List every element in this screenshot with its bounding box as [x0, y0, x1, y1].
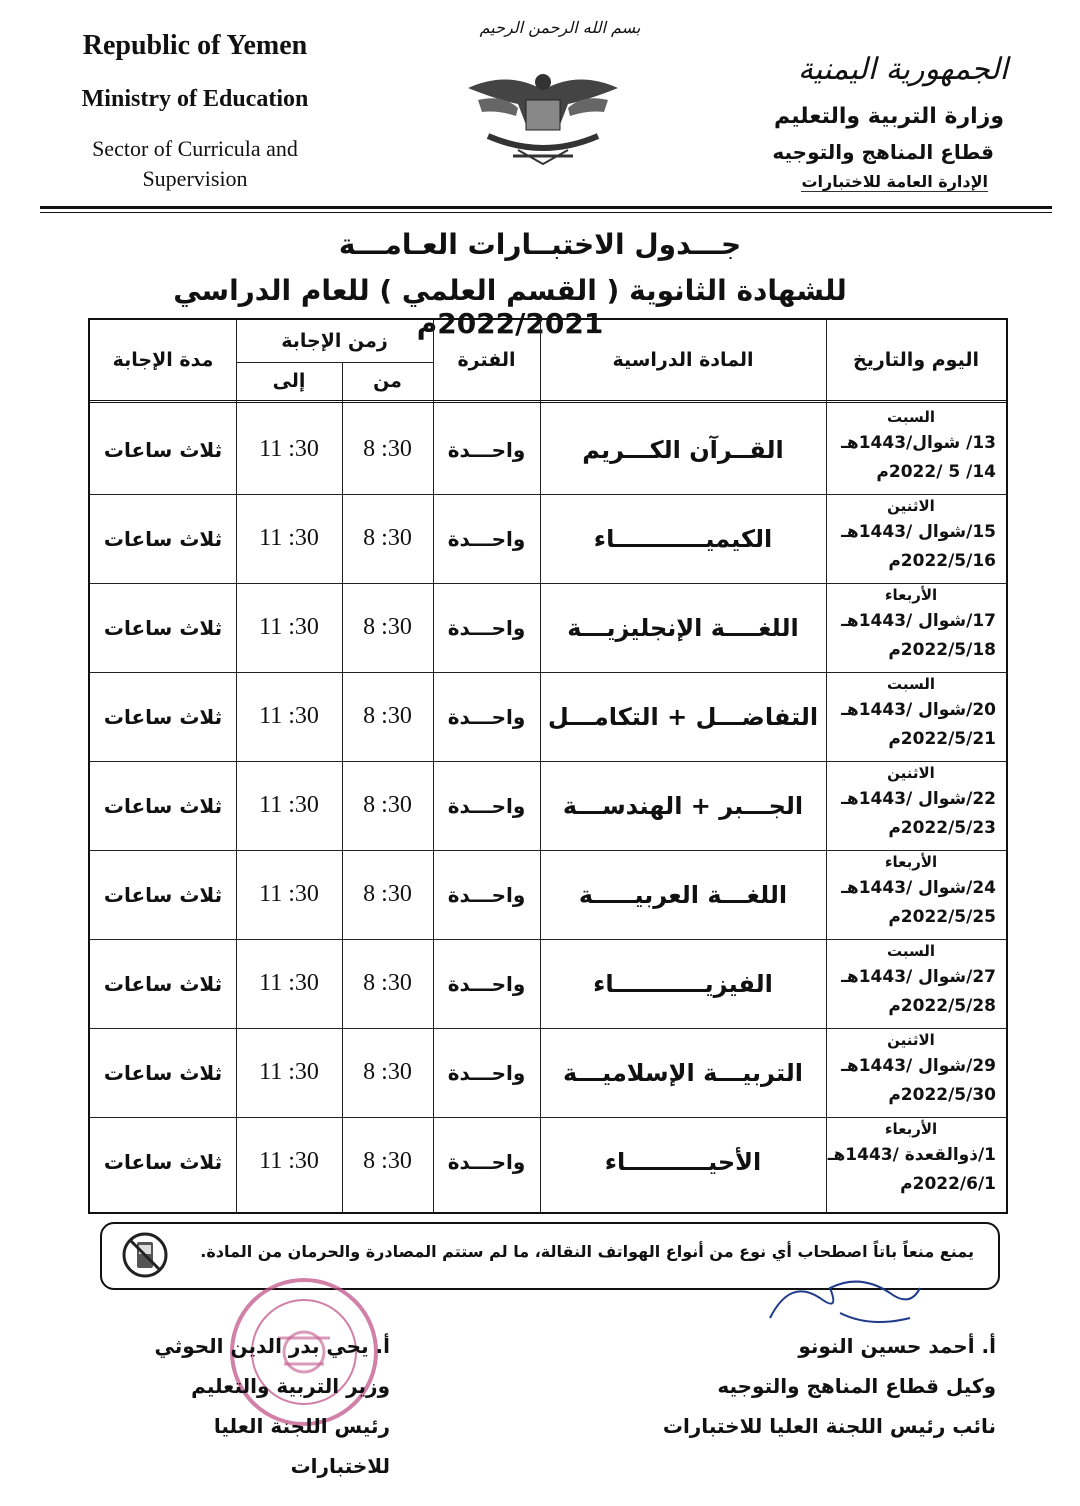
header-en-ministry: Ministry of Education	[81, 86, 309, 112]
cell-period: واحـــدة	[447, 1060, 526, 1085]
table-row	[90, 583, 1006, 672]
cell-subject: اللغـــة العربيـــــة	[578, 880, 788, 909]
cell-greg: 2022/5/16م	[888, 551, 996, 571]
cell-from: 8 :30	[363, 436, 412, 462]
cell-to: 11 :30	[259, 1148, 319, 1174]
no-phone-icon	[118, 1230, 172, 1280]
cell-subject: اللغــــة الإنجليزيـــة	[567, 613, 799, 642]
cell-day: الأربعاء	[884, 1120, 938, 1138]
cell-to: 11 :30	[259, 792, 319, 818]
cell-date	[826, 761, 1006, 850]
cell-period: واحـــدة	[447, 615, 526, 640]
cell-to: 11 :30	[259, 881, 319, 907]
cell-period: واحـــدة	[447, 526, 526, 551]
header-divider-thick	[40, 206, 1052, 209]
cell-duration: ثلاث ساعات	[103, 1060, 223, 1085]
cell-subject: الفيزيـــــــــــاء	[593, 969, 773, 998]
signature-block-minister	[130, 1326, 390, 1486]
deputy-name: أ. أحمد حسين النونو	[798, 1334, 996, 1358]
cell-to: 11 :30	[259, 614, 319, 640]
cell-subject: التفاضـــل + التكامـــل	[547, 702, 819, 731]
cell-day: السبت	[886, 675, 936, 693]
header-date: اليوم والتاريخ	[853, 349, 979, 371]
header-ar-sector: قطاع المناهج والتوجيه	[772, 140, 994, 164]
header-period: الفترة	[457, 349, 516, 371]
header-duration: مدة الإجابة	[112, 349, 214, 371]
cell-duration: ثلاث ساعات	[103, 1149, 223, 1174]
notice-text: يمنع منعاً باتاً اصطحاب أي نوع من أنواع الهواتف النقالة، ما لم ستتم المصادرة والحرمان من المادة.	[200, 1242, 974, 1261]
cell-greg: 14/ 5 /2022م	[876, 462, 996, 482]
table-row	[90, 850, 1006, 939]
cell-hijri: 17/شوال /1443هـ	[841, 611, 996, 631]
header-en-republic: Republic of Yemen	[82, 30, 308, 61]
header-subject: المادة الدراسية	[612, 349, 754, 371]
page-title: جـــدول الاختبــارات العـامـــة	[338, 228, 742, 261]
cell-hijri: 29/شوال /1443هـ	[841, 1056, 996, 1076]
cell-hijri: 13/ شوال/1443هـ	[841, 433, 996, 453]
cell-to: 11 :30	[259, 703, 319, 729]
deputy-title: وكيل قطاع المناهج والتوجيه	[717, 1374, 996, 1398]
cell-hijri: 1/ذوالقعدة /1443هـ	[827, 1145, 996, 1165]
header-separator	[90, 400, 1006, 403]
header-ar-ministry: وزارة التربية والتعليم	[774, 104, 1004, 129]
table-row	[90, 672, 1006, 761]
cell-day: الاثنين	[887, 497, 935, 515]
cell-from: 8 :30	[363, 970, 412, 996]
cell-duration: ثلاث ساعات	[103, 526, 223, 551]
cell-duration: ثلاث ساعات	[103, 793, 223, 818]
cell-from: 8 :30	[363, 792, 412, 818]
cell-duration: ثلاث ساعات	[103, 615, 223, 640]
cell-period: واحـــدة	[447, 882, 526, 907]
cell-subject: الأحيــــــــــاء	[604, 1147, 762, 1176]
cell-date	[826, 405, 1006, 494]
header-subline	[236, 362, 433, 363]
table-row	[90, 1117, 1006, 1206]
cell-period: واحـــدة	[447, 1149, 526, 1174]
header-answer-time: زمن الإجابة	[281, 330, 388, 352]
header-ar-admin: الإدارة العامة للاختبارات	[801, 172, 988, 191]
cell-to: 11 :30	[259, 970, 319, 996]
minister-name: أ. يحي بدر الدين الحوثي	[154, 1334, 390, 1358]
header-en-sector	[40, 134, 350, 194]
table-row	[90, 939, 1006, 1028]
cell-greg: 2022/5/25م	[888, 907, 996, 927]
cell-subject: الكيميـــــــــــاء	[593, 524, 773, 553]
cell-date	[826, 494, 1006, 583]
cell-day: الأربعاء	[884, 853, 938, 871]
cell-day: الاثنين	[887, 764, 935, 782]
table-row	[90, 405, 1006, 494]
cell-hijri: 27/شوال /1443هـ	[841, 967, 996, 987]
table-row	[90, 1028, 1006, 1117]
signature-block-deputy	[640, 1326, 996, 1446]
cell-to: 11 :30	[259, 1059, 319, 1085]
cell-greg: 2022/5/30م	[888, 1085, 996, 1105]
cell-greg: 2022/5/23م	[888, 818, 996, 838]
header-divider-thin	[40, 212, 1052, 213]
cell-hijri: 24/شوال /1443هـ	[841, 878, 996, 898]
cell-to: 11 :30	[259, 436, 319, 462]
cell-period: واحـــدة	[447, 971, 526, 996]
header-ar-republic: الجمهورية اليمنية	[797, 52, 1008, 87]
header-to: إلى	[272, 370, 306, 392]
minister-committee-title: رئيس اللجنة العليا للاختبارات	[213, 1414, 390, 1478]
cell-hijri: 15/شوال /1443هـ	[841, 522, 996, 542]
cell-hijri: 20/شوال /1443هـ	[841, 700, 996, 720]
cell-period: واحـــدة	[447, 437, 526, 462]
cell-date	[826, 850, 1006, 939]
deputy-committee-title: نائب رئيس اللجنة العليا للاختبارات	[662, 1414, 996, 1438]
cell-date	[826, 583, 1006, 672]
cell-from: 8 :30	[363, 881, 412, 907]
cell-from: 8 :30	[363, 525, 412, 551]
cell-from: 8 :30	[363, 614, 412, 640]
exam-schedule-table	[88, 318, 1008, 1214]
cell-subject: التربيـــة الإسلاميـــة	[562, 1058, 804, 1087]
national-emblem-icon	[458, 60, 628, 170]
cell-duration: ثلاث ساعات	[103, 704, 223, 729]
cell-to: 11 :30	[259, 525, 319, 551]
minister-title: وزير التربية والتعليم	[191, 1374, 390, 1398]
cell-subject: الجـــبر + الهندســـة	[562, 791, 804, 820]
cell-greg: 2022/5/21م	[888, 729, 996, 749]
basmala: بسم الله الرحمن الرحيم	[479, 18, 641, 37]
table-row	[90, 494, 1006, 583]
cell-period: واحـــدة	[447, 704, 526, 729]
cell-greg: 2022/6/1م	[900, 1174, 996, 1194]
cell-day: الأربعاء	[884, 586, 938, 604]
cell-greg: 2022/5/18م	[888, 640, 996, 660]
page-subtitle: للشهادة الثانوية ( القسم العلمي ) للعام الدراسي 2022/2021م	[173, 274, 847, 340]
cell-duration: ثلاث ساعات	[103, 882, 223, 907]
header-en-sector-line1: Sector of Curricula and	[92, 136, 298, 161]
cell-day: السبت	[886, 942, 936, 960]
cell-date	[826, 1028, 1006, 1117]
cell-date	[826, 939, 1006, 1028]
header-from: من	[373, 370, 402, 392]
cell-from: 8 :30	[363, 703, 412, 729]
cell-date	[826, 672, 1006, 761]
cell-from: 8 :30	[363, 1059, 412, 1085]
cell-day: السبت	[886, 408, 936, 426]
cell-greg: 2022/5/28م	[888, 996, 996, 1016]
cell-day: الاثنين	[887, 1031, 935, 1049]
header-en-sector-line2: Supervision	[142, 166, 248, 191]
cell-period: واحـــدة	[447, 793, 526, 818]
cell-date	[826, 1117, 1006, 1206]
cell-duration: ثلاث ساعات	[103, 971, 223, 996]
cell-hijri: 22/شوال /1443هـ	[841, 789, 996, 809]
cell-from: 8 :30	[363, 1148, 412, 1174]
table-row	[90, 761, 1006, 850]
cell-duration: ثلاث ساعات	[103, 437, 223, 462]
cell-subject: القــرآن الكـــريم	[582, 435, 784, 464]
